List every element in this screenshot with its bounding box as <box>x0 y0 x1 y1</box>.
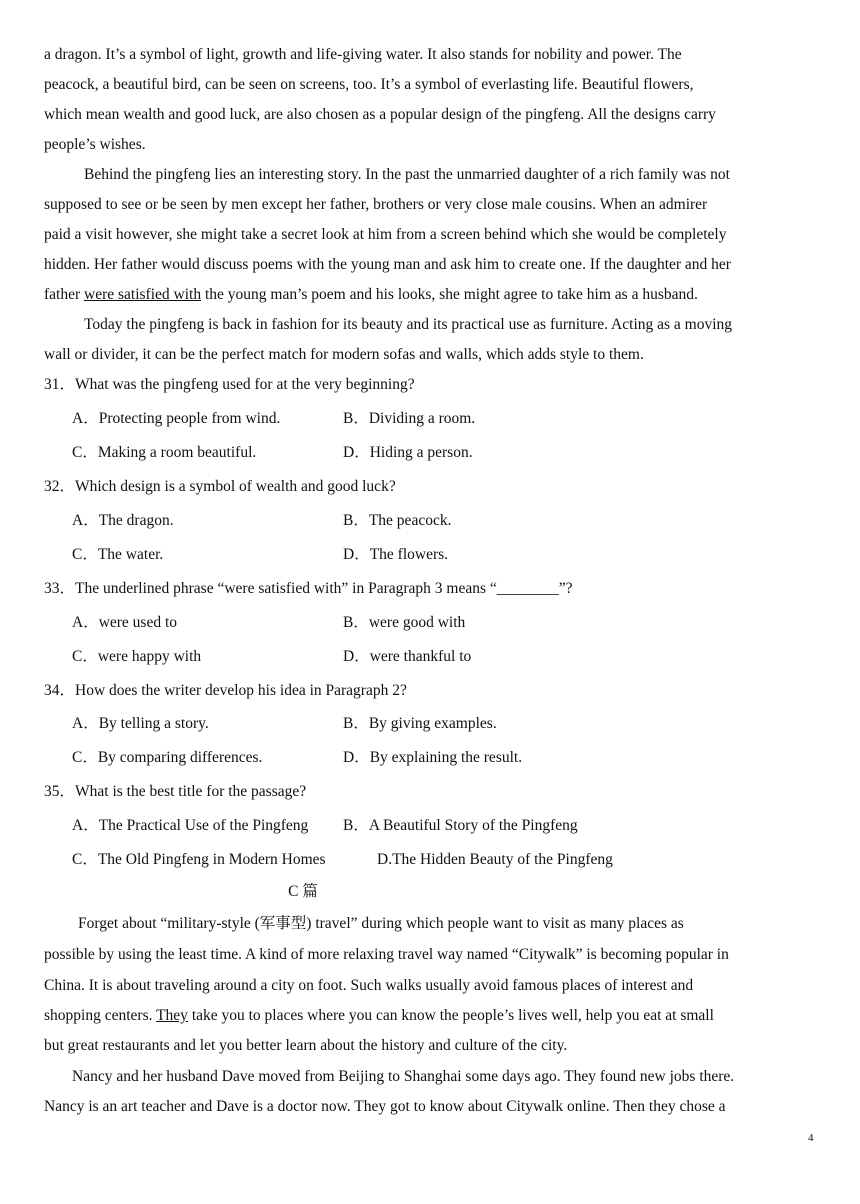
paragraph-line: possible by using the least time. A kind of more relaxing travel way named “Citywalk” is becoming popular in <box>44 946 729 963</box>
text-run: father <box>44 286 85 303</box>
option-c: C．were happy with <box>72 648 202 665</box>
paragraph-line: peacock, a beautiful bird, can be seen on screens, too. It’s a symbol of everlasting life. Beautiful flowers, <box>44 76 694 93</box>
paragraph-line: hidden. Her father would discuss poems with the young man and ask him to create one. If the daughter and her <box>44 256 731 273</box>
underlined-word: They <box>156 1007 188 1024</box>
option-b: B．A Beautiful Story of the Pingfeng <box>343 817 578 834</box>
option-d: D．By explaining the result. <box>343 749 523 766</box>
option-b: B．By giving examples. <box>343 715 497 732</box>
option-a: A．Protecting people from wind. <box>72 410 281 427</box>
question-stem: 32．Which design is a symbol of wealth and good luck? <box>44 478 396 495</box>
option-a: A．were used to <box>72 614 178 631</box>
paragraph-line: China. It is about traveling around a city on foot. Such walks usually avoid famous places of interest and <box>44 977 694 994</box>
question-stem: 31．What was the pingfeng used for at the very beginning? <box>44 376 415 393</box>
text-run: the young man’s poem and his looks, she might agree to take him as a husband. <box>201 286 698 303</box>
section-heading: C 篇 <box>288 883 318 900</box>
paragraph-line: Forget about “military-style (军事型) travel” during which people want to visit as many places as <box>78 915 684 932</box>
text-run: shopping centers. <box>44 1007 157 1024</box>
paragraph-line <box>44 280 698 310</box>
option-d: D．The flowers. <box>343 546 449 563</box>
question-stem: 33．The underlined phrase “were satisfied with” in Paragraph 3 means “________”? <box>44 580 573 597</box>
paragraph-line: paid a visit however, she might take a secret look at him from a screen behind which she would be completely <box>44 226 727 243</box>
underlined-phrase: were satisfied with <box>84 286 202 303</box>
question-stem: 34．How does the writer develop his idea in Paragraph 2? <box>44 682 407 699</box>
option-a: A．The dragon. <box>72 512 174 529</box>
option-b: B．Dividing a room. <box>343 410 476 427</box>
option-b: B．were good with <box>343 614 466 631</box>
option-b: B．The peacock. <box>343 512 452 529</box>
option-c: C．The Old Pingfeng in Modern Homes <box>72 851 326 868</box>
paragraph-line: but great restaurants and let you better learn about the history and culture of the city. <box>44 1037 568 1054</box>
option-c: C．Making a room beautiful. <box>72 444 257 461</box>
option-d: D.The Hidden Beauty of the Pingfeng <box>377 851 613 868</box>
paragraph-line: supposed to see or be seen by men except her father, brothers or very close male cousins. When an admirer <box>44 196 708 213</box>
option-c: C．The water. <box>72 546 164 563</box>
paragraph-line: people’s wishes. <box>44 136 146 153</box>
option-d: D．Hiding a person. <box>343 444 473 461</box>
paragraph-line: Behind the pingfeng lies an interesting story. In the past the unmarried daughter of a rich family was not <box>84 166 730 183</box>
page-number: 4 <box>808 1132 814 1144</box>
paragraph-line: which mean wealth and good luck, are also chosen as a popular design of the pingfeng. All the designs carry <box>44 106 716 123</box>
paragraph-line <box>44 1001 714 1031</box>
paragraph-line: Nancy is an art teacher and Dave is a doctor now. They got to know about Citywalk online. Then they chose a <box>44 1098 726 1115</box>
paragraph-line: Nancy and her husband Dave moved from Beijing to Shanghai some days ago. They found new jobs there. <box>72 1068 735 1085</box>
paragraph-line: a dragon. It’s a symbol of light, growth and life-giving water. It also stands for nobility and power. The <box>44 46 682 63</box>
option-d: D．were thankful to <box>343 648 472 665</box>
option-a: A．By telling a story. <box>72 715 209 732</box>
text-run: take you to places where you can know the people’s lives well, help you eat at small <box>187 1007 714 1024</box>
question-stem: 35．What is the best title for the passage? <box>44 783 307 800</box>
paragraph-line: wall or divider, it can be the perfect match for modern sofas and walls, which adds style to them. <box>44 346 644 363</box>
option-c: C．By comparing differences. <box>72 749 263 766</box>
paragraph-line: Today the pingfeng is back in fashion for its beauty and its practical use as furniture. Acting as a moving <box>84 316 733 333</box>
option-a: A．The Practical Use of the Pingfeng <box>72 817 309 834</box>
